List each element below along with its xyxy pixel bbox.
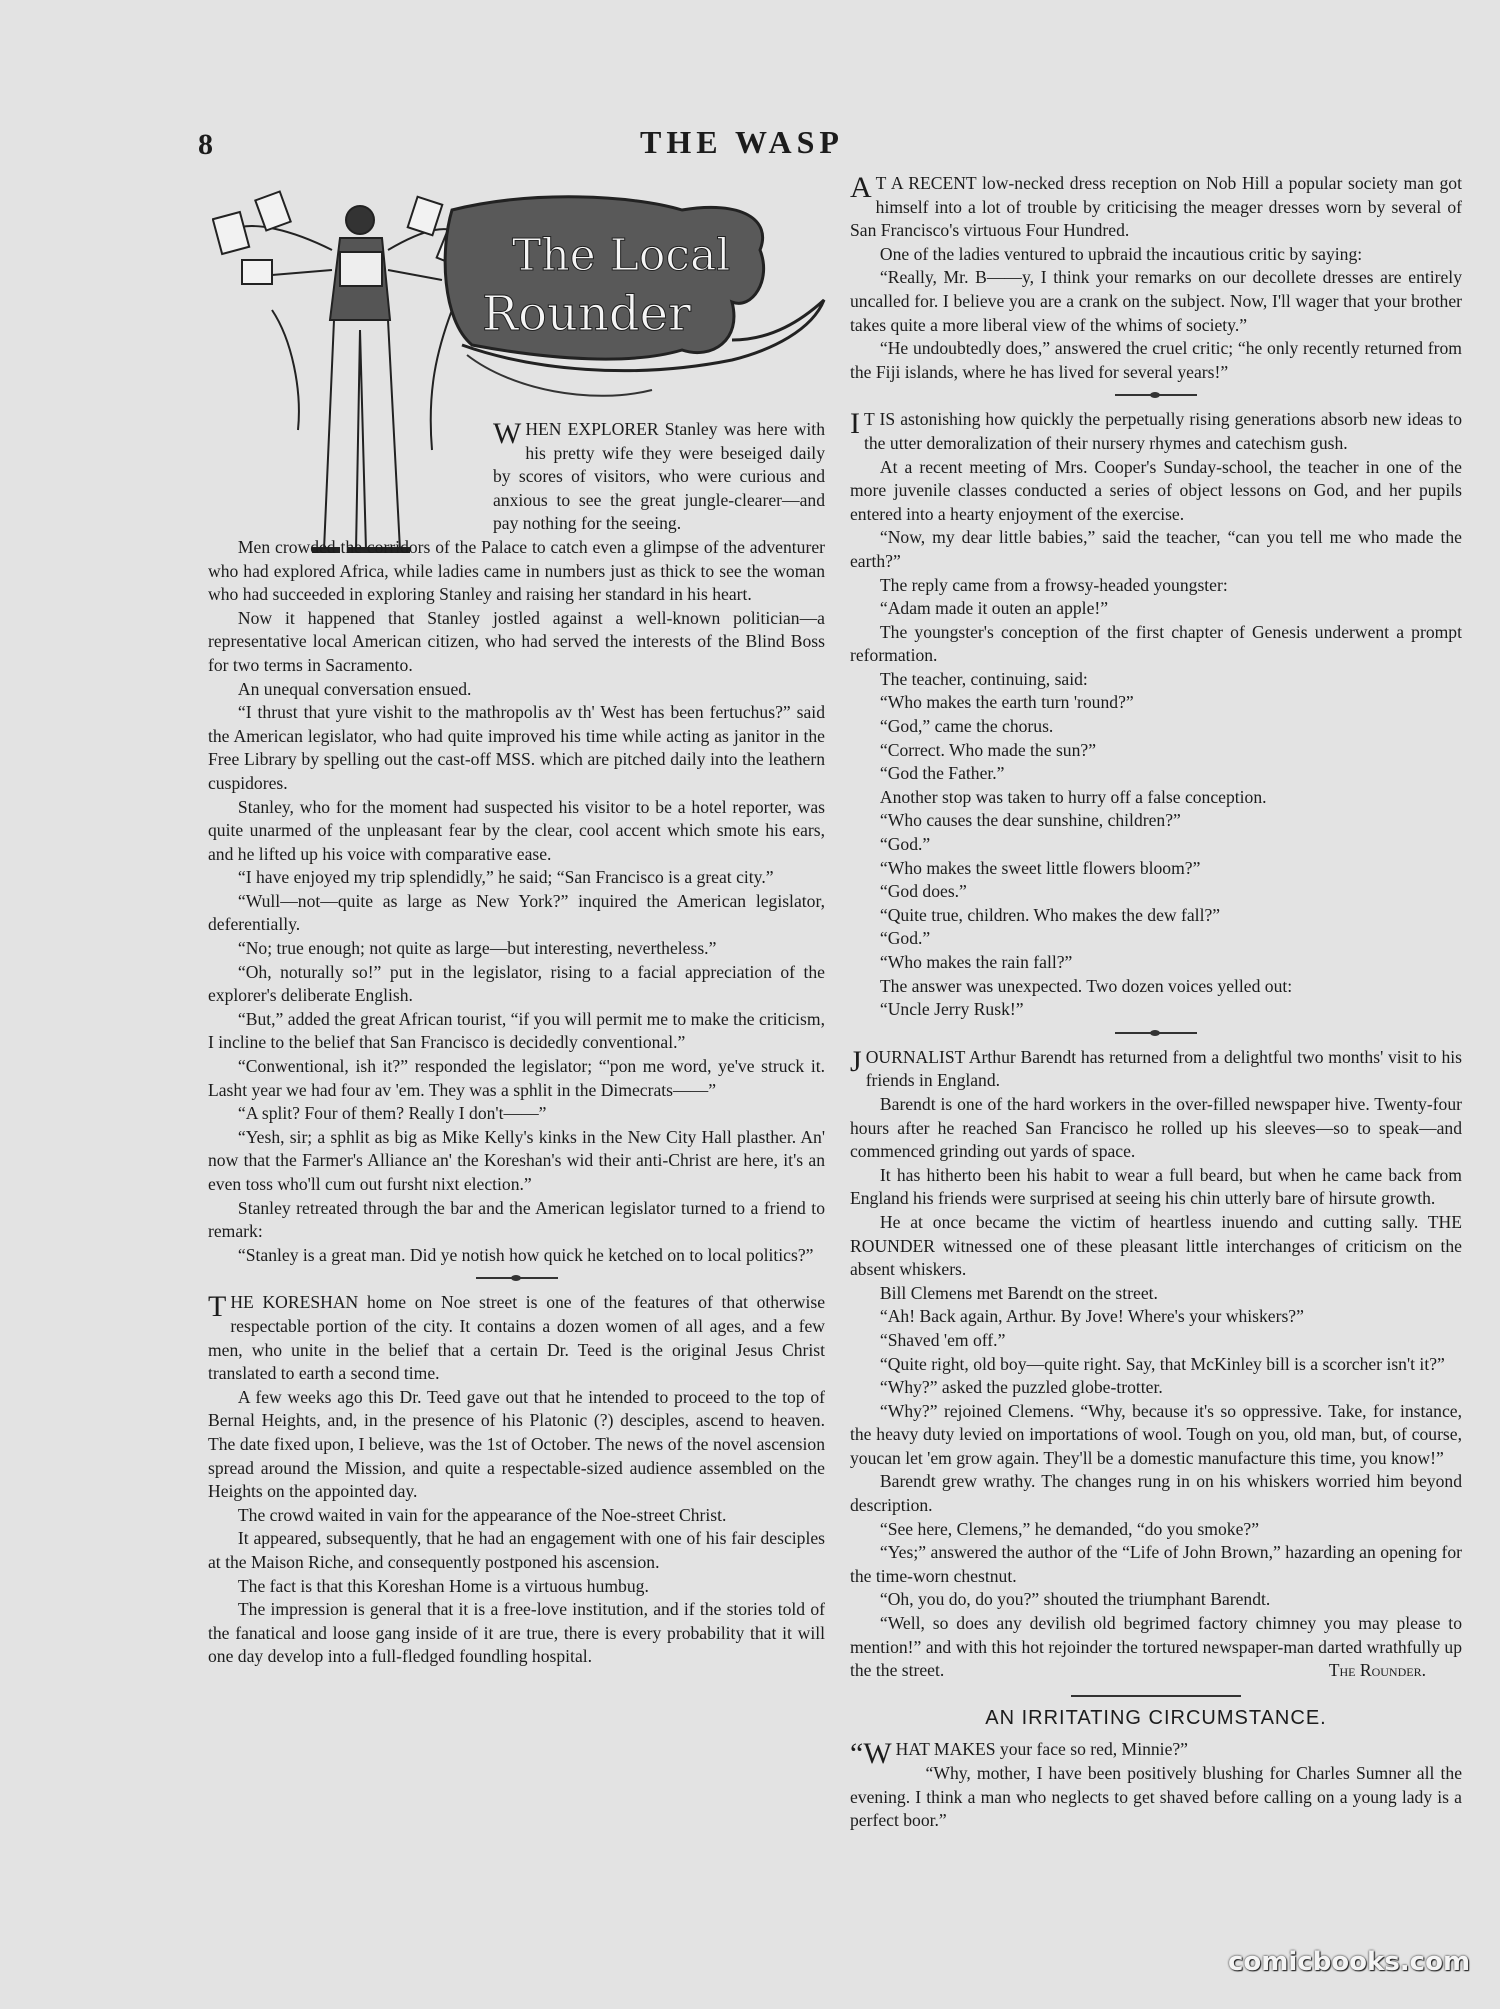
paragraph: [850, 975, 1462, 999]
right-column: [850, 172, 1462, 1833]
paragraph: [850, 951, 1462, 975]
paragraph: [850, 1211, 1462, 1282]
paragraph-text: The reply came from a frowsy-headed youngster:: [879, 574, 1228, 595]
paragraph-text: T A RECENT low-necked dress reception on Nob Hill a popular society man got himself into a lot of trouble by criticising the meager dresses worn by several of San Francisco's virtuous Four Hundred.: [850, 173, 1462, 241]
paragraph-text: “No; true enough; not quite as large—but interesting, nevertheless.”: [237, 938, 717, 959]
paragraph-text: Stanley, who for the moment had suspected his visitor to be a hotel reporter, was quite unarmed of the unpleasant fear by the clear, cool accent which smote his ears, and he lifted up his voice with comparative ease.: [208, 796, 825, 864]
paragraph: [850, 1329, 1462, 1353]
paragraph-text: Now it happened that Stanley jostled against a well-known politician—a representative local American citizen, who had served the interests of the Blind Boss for two terms in Sacramento.: [208, 607, 825, 675]
paragraph: [850, 833, 1462, 857]
paragraph: [850, 1541, 1462, 1588]
paragraph-text: “Oh, noturally so!” put in the legislator, rising to a facial appreciation of the explorer's deliberate English.: [208, 961, 825, 1006]
paragraph-text: It has hitherto been his habit to wear a full beard, but when he came back from England his friends were surprised at seeing his chin utterly bare of hirsute growth.: [850, 1164, 1462, 1209]
paragraph: [208, 1055, 825, 1102]
paragraph: [493, 418, 825, 536]
paragraph: [850, 1282, 1462, 1306]
paragraph-text: “Now, my dear little babies,” said the teacher, “can you tell me who made the earth?”: [850, 527, 1462, 571]
paragraph-text: OURNALIST Arthur Barendt has returned from a delightful two months' visit to his friends in England.: [865, 1046, 1462, 1091]
page-number: 8: [198, 128, 213, 161]
paragraph-text: An unequal conversation ensued.: [237, 678, 472, 699]
paragraph-text: “Who makes the earth turn 'round?”: [879, 692, 1134, 713]
paragraph-text: “God,” came the chorus.: [879, 716, 1054, 737]
drop-cap: “W: [850, 1737, 892, 1771]
article-headline: AN IRRITATING CIRCUMSTANCE.: [985, 1706, 1327, 1729]
paragraph: [208, 890, 825, 937]
paragraph: [208, 1197, 825, 1244]
paragraph: [850, 574, 1462, 598]
paragraph-text: “Uncle Jerry Rusk!”: [879, 999, 1024, 1020]
paragraph: [208, 1244, 825, 1268]
paragraph-text: “Yesh, sir; a sphlit as big as Mike Kelly's kinks in the New City Hall plasther. An' now that the Farmer's Alliance an' the Koreshan's wid their anti-Christ are here, it's an even toss who'll cum out fursht nixt election.”: [208, 1126, 825, 1194]
paragraph-text: “Shaved 'em off.”: [879, 1329, 1006, 1350]
paragraph: [850, 1518, 1462, 1542]
paragraph-text: The answer was unexpected. Two dozen voices yelled out:: [879, 975, 1293, 996]
drop-cap: A: [850, 171, 872, 204]
paragraph: [208, 1504, 825, 1528]
paragraph-text: Stanley retreated through the bar and the American legislator turned to a friend to remark:: [208, 1197, 825, 1242]
section-divider: [476, 1277, 558, 1279]
paragraph: [850, 1353, 1462, 1377]
paragraph-text: HE KORESHAN home on Noe street is one of the features of that otherwise respectable portion of the city. It contains a dozen women of all ages, and a few men, who unite in the belief that a certain Dr. Teed is the original Jesus Christ translated to earth a second time.: [208, 1292, 825, 1384]
paragraph: [850, 1305, 1462, 1329]
paragraph-text: “God does.”: [879, 881, 967, 902]
paragraph-text: “Who makes the rain fall?”: [879, 952, 1073, 972]
paragraph: [850, 456, 1462, 527]
paragraph: [850, 1612, 1462, 1683]
paragraph: [208, 1527, 825, 1574]
paragraph-text: “I have enjoyed my trip splendidly,” he said; “San Francisco is a great city.”: [237, 867, 774, 888]
drop-cap: T: [208, 1290, 227, 1324]
paragraph-text: “Quite true, children. Who makes the dew fall?”: [879, 904, 1221, 925]
paragraph: [208, 1386, 825, 1504]
paragraph-text: “Oh, you do, do you?” shouted the triumphant Barendt.: [879, 1589, 1271, 1610]
paragraph-text: HAT MAKES your face so red, Minnie?”: [895, 1739, 1188, 1760]
paragraph: [208, 1008, 825, 1055]
paragraph: [850, 739, 1462, 763]
paragraph-text: “A split? Four of them? Really I don't——”: [237, 1103, 547, 1124]
paragraph: [850, 243, 1462, 267]
paragraph-text: HEN EXPLORER Stanley was here with his pretty wife they were beseiged daily by scores of visitors, who were curious and anxious to see the great jungle-clearer—and pay nothing for the seeing.: [493, 419, 825, 534]
paragraph: [850, 904, 1462, 928]
paragraph: [850, 927, 1462, 951]
paragraph: [208, 1598, 825, 1669]
paragraph-text: “Adam made it outen an apple!”: [879, 598, 1109, 619]
section-divider: [1115, 394, 1197, 396]
paragraph-text: “Correct. Who made the sun?”: [879, 739, 1096, 760]
paragraph-text: A few weeks ago this Dr. Teed gave out that he intended to proceed to the top of Bernal Heights, and, in the presence of his Platonic (?) desciples, ascend to heaven. The date fixed upon, I believe, was the 1st of October. The news of the novel ascension spread around the Mission, and quite a respectable-sized audience assembled on the Heights on the appointed day.: [208, 1386, 825, 1502]
drop-cap: J: [850, 1044, 862, 1078]
paragraph: [850, 408, 1462, 455]
paragraph: [208, 1291, 825, 1385]
paragraph: [208, 607, 825, 678]
paragraph-text: It appeared, subsequently, that he had an engagement with one of his fair desciples at the Maison Riche, and consequently postponed his ascension.: [208, 1528, 825, 1572]
paragraph: [850, 526, 1462, 573]
signature: The Rounder.: [1328, 1660, 1426, 1681]
paragraph-text: “Why?” asked the puzzled globe-trotter.: [879, 1377, 1163, 1398]
paragraph-text: “I thrust that yure vishit to the mathropolis av th' West has been fertuchus?” said the American legislator, who had quite improved his time while acting as janitor in the Free Library by spelling out the cast-off MSS. which are pitched daily into the leathern cuspidores.: [208, 702, 825, 793]
paragraph: [850, 786, 1462, 810]
paragraph-text: “Yes;” answered the author of the “Life of John Brown,” hazarding an opening for the time-worn chestnut.: [850, 1542, 1462, 1586]
paragraph-text: “He undoubtedly does,” answered the cruel critic; “he only recently returned from the Fiji islands, where he has lived for several years!”: [850, 338, 1462, 382]
paragraph-text: One of the ladies ventured to upbraid the incautious critic by saying:: [879, 243, 1363, 264]
paragraph: [208, 1575, 825, 1599]
paragraph: [208, 796, 825, 867]
paragraph-text: “Ah! Back again, Arthur. By Jove! Where's your whiskers?”: [879, 1306, 1304, 1327]
paragraph: [850, 172, 1462, 243]
paragraph: [850, 1762, 1462, 1833]
paragraph: [850, 266, 1462, 337]
masthead-title: THE WASP: [640, 124, 844, 160]
paragraph: [850, 880, 1462, 904]
paragraph-text: “Well, so does any devilish old begrimed factory chimney you may please to mention!” and with this hot rejoinder the tortured newspaper-man darted wrathfully up the the street.: [850, 1613, 1462, 1681]
paragraph: [208, 1126, 825, 1197]
paragraph: [208, 1102, 825, 1126]
watermark: comicbooks.com: [1228, 1947, 1471, 1977]
section-divider: [1071, 1695, 1241, 1697]
paragraph: [850, 668, 1462, 692]
paragraph: [208, 937, 825, 961]
paragraph: [850, 1164, 1462, 1211]
paragraph: [208, 701, 825, 795]
paragraph-text: Men crowded the corridors of the Palace to catch even a glimpse of the adventurer who had explored Africa, while ladies came in numbers just as thick to see the woman who had succeeded in exploring Stanley and raising her standard in his heart.: [208, 536, 825, 605]
drop-cap: W: [493, 417, 522, 450]
paragraph-text: “Who causes the dear sunshine, children?”: [879, 810, 1181, 831]
left-column: [208, 418, 825, 1669]
paragraph: [850, 1376, 1462, 1400]
paragraph: [208, 536, 825, 607]
section-divider: [1115, 1032, 1197, 1034]
paragraph-text: The impression is general that it is a free-love institution, and if the stories told of the fanatical and loose gang inside of it are true, there is every probability that it will one day develop into a full-fledged foundling hospital.: [208, 1599, 825, 1667]
paragraph-text: The crowd waited in vain for the appearance of the Noe-street Christ.: [237, 1504, 727, 1525]
paragraph-text: “Quite right, old boy—quite right. Say, that McKinley bill is a scorcher isn't it?”: [879, 1353, 1445, 1374]
paragraph: [850, 1588, 1462, 1612]
paragraph: [850, 809, 1462, 833]
paragraph: [208, 961, 825, 1008]
paragraph: [850, 337, 1462, 384]
paragraph: [208, 678, 825, 702]
paragraph-text: Another stop was taken to hurry off a false conception.: [879, 786, 1267, 807]
paragraph-text: The youngster's conception of the first chapter of Genesis underwent a prompt reformation.: [850, 621, 1462, 666]
paragraph: [850, 998, 1462, 1022]
paragraph: [850, 621, 1462, 668]
paragraph: [850, 762, 1462, 786]
paragraph: [208, 866, 825, 890]
paragraph: [850, 1470, 1462, 1517]
paragraph: [850, 597, 1462, 621]
paragraph-text: “Why, mother, I have been positively blushing for Charles Sumner all the evening. I think a man who neglects to get shaved before calling on a young lady is a perfect boor.”: [850, 1763, 1462, 1831]
paragraph: [850, 691, 1462, 715]
paragraph-text: “Stanley is a great man. Did ye notish how quick he ketched on to local politics?”: [237, 1244, 814, 1265]
paragraph-text: Bill Clemens met Barendt on the street.: [879, 1282, 1158, 1303]
paragraph-text: “Wull—not—quite as large as New York?” inquired the American legislator, deferentially.: [208, 890, 825, 935]
paragraph: [850, 1400, 1462, 1471]
paragraph-text: “But,” added the great African tourist, “if you will permit me to make the criticism, I incline to the belief that San Francisco is decidedly conventional.”: [208, 1008, 825, 1053]
paragraph-text: “See here, Clemens,” he demanded, “do you smoke?”: [879, 1518, 1260, 1539]
paragraph-text: “Why?” rejoined Clemens. “Why, because it's so oppressive. Take, for instance, the heavy duty levied on importations of wool. Tough on you, old man, but, of course, youcan let 'em grow again. They'll be a domestic manufacture this time, you know!”: [850, 1400, 1462, 1468]
paragraph: [850, 715, 1462, 739]
paragraph-text: Barendt grew wrathy. The changes rung in on his whiskers worried him beyond description.: [850, 1471, 1462, 1516]
paragraph-text: “God.”: [879, 834, 931, 855]
paragraph-text: “Really, Mr. B——y, I think your remarks on our decollete dresses are entirely uncalled for. I believe you are a crank on the subject. Now, I'll wager that your brother takes quite a more liberal view of the whims of society.”: [850, 267, 1462, 335]
paragraph-text: He at once became the victim of heartless inuendo and cutting sally. THE ROUNDER witnessed one of these pleasant little interchanges of criticism on the absent whiskers.: [850, 1211, 1462, 1280]
paragraph-text: “Conwentional, ish it?” responded the legislator; “'pon me word, ye've struck it. Lasht year we had four av 'em. They was a sphlit in the Dimecrats——”: [208, 1056, 825, 1100]
banner-line-2: Rounder: [482, 286, 691, 342]
paragraph-text: “Who makes the sweet little flowers bloom?”: [879, 857, 1201, 878]
paragraph-text: At a recent meeting of Mrs. Cooper's Sunday-school, the teacher in one of the more juvenile classes conducted a series of object lessons on God, and her pupils entered into a hearty enjoyment of the exercise.: [850, 456, 1462, 524]
paragraph-text: The fact is that this Koreshan Home is a virtuous humbug.: [237, 1575, 649, 1596]
banner-line-1: The Local: [512, 230, 731, 281]
paragraph: [850, 857, 1462, 881]
paragraph-text: Barendt is one of the hard workers in the over-filled newspaper hive. Twenty-four hours after he reached San Francisco he rolled up his sleeves—so to speak—and commenced grinding out yards of space.: [850, 1093, 1462, 1162]
paragraph: [850, 1737, 1462, 1771]
paragraph-text: “God the Father.”: [879, 763, 1005, 784]
drop-cap: I: [850, 407, 860, 441]
paragraph: [850, 1046, 1462, 1093]
paragraph-text: The teacher, continuing, said:: [879, 668, 1088, 689]
paragraph: [850, 1093, 1462, 1164]
paragraph-text: T IS astonishing how quickly the perpetually rising generations absorb new ideas to the utter demoralization of their nursery rhymes and catechism gush.: [864, 409, 1462, 453]
paragraph-text: “God.”: [879, 928, 931, 949]
